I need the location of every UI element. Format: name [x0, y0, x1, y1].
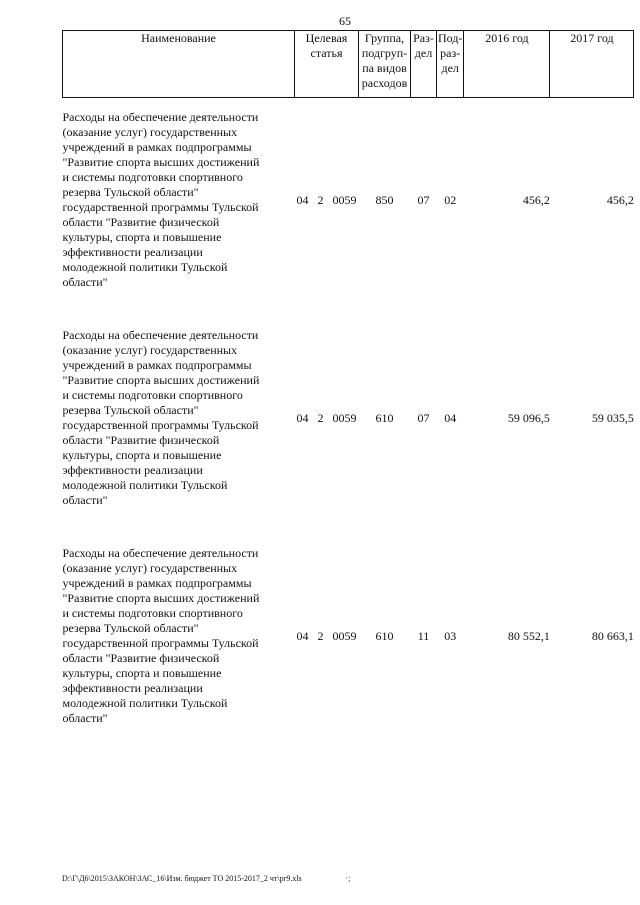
header-subsection-line1: Под-: [438, 31, 463, 45]
row-name-line: резерва Тульской области": [62, 621, 199, 635]
row-name-line: области "Развитие физической: [62, 651, 220, 665]
row-name-line: молодежной политики Тульской: [62, 260, 228, 274]
row-amount-2017: 456,2: [606, 192, 634, 207]
header-name: [63, 31, 295, 98]
table-row: [63, 328, 634, 508]
row-name-line: (оказание услуг) государственных: [62, 125, 238, 139]
header-section-line1: Раз-: [413, 31, 434, 45]
row-subsection: 03: [444, 628, 457, 643]
row-target-article: 04 2 0059: [296, 192, 357, 207]
header-target-line2: статья: [310, 46, 343, 60]
header-group: [359, 31, 411, 98]
header-group-line2: подгруп-: [361, 46, 408, 60]
header-target-article: [295, 31, 359, 98]
row-name-line: (оказание услуг) государственных: [62, 343, 238, 357]
row-section: 11: [417, 628, 430, 643]
row-amount-2016: 59 096,5: [507, 410, 550, 425]
header-section: [411, 31, 437, 98]
row-name-line: и системы подготовки спортивного: [62, 388, 243, 402]
row-name-line: Расходы на обеспечение деятельности: [62, 328, 259, 342]
header-2016-label: 2016 год: [485, 31, 529, 45]
row-section: 07: [417, 192, 430, 207]
row-expense-group: 610: [375, 410, 394, 425]
table-body: [63, 98, 634, 727]
row-name: [63, 110, 295, 290]
footer-scan-mark: ·;: [345, 873, 351, 883]
row-target-article: 04 2 0059: [296, 628, 357, 643]
row-name: [63, 546, 295, 726]
row-name-line: культуры, спорта и повышение: [62, 666, 222, 680]
row-name-line: учреждений в рамках подпрограммы: [62, 140, 252, 154]
row-amount-2016: 80 552,1: [507, 628, 550, 643]
table-row: [63, 110, 634, 290]
row-name-line: культуры, спорта и повышение: [62, 448, 222, 462]
header-section-line2: дел: [414, 46, 433, 60]
row-name-line: культуры, спорта и повышение: [62, 230, 222, 244]
row-name-line: государственной программы Тульской: [62, 636, 259, 650]
row-name-line: молодежной политики Тульской: [62, 696, 228, 710]
header-subsection-line2: раз-: [440, 46, 461, 60]
row-subsection: 02: [444, 192, 457, 207]
row-name-line: и системы подготовки спортивного: [62, 170, 243, 184]
row-name-line: "Развитие спорта высших достижений: [62, 591, 260, 605]
row-name-line: эффективности реализации: [62, 681, 203, 695]
row-name-line: области "Развитие физической: [62, 215, 220, 229]
footer-file-path: D:\Г\Д6\2015\ЗАКОН\ЗАС_16\Изм. бюджет ТО 2015-2017_2 чт\pr9.xls: [62, 874, 302, 883]
row-name-line: Расходы на обеспечение деятельности: [62, 546, 259, 560]
header-subsection: [437, 31, 464, 98]
row-name-line: резерва Тульской области": [62, 403, 199, 417]
row-name-line: области "Развитие физической: [62, 433, 220, 447]
row-amount-2016: 456,2: [522, 192, 550, 207]
row-name-line: эффективности реализации: [62, 463, 203, 477]
row-name-line: государственной программы Тульской: [62, 200, 259, 214]
row-name-line: молодежной политики Тульской: [62, 478, 228, 492]
row-name-line: государственной программы Тульской: [62, 418, 259, 432]
row-name-line: (оказание услуг) государственных: [62, 561, 238, 575]
table-header-row: [63, 31, 634, 98]
row-subsection: 04: [444, 410, 457, 425]
row-amount-2017: 59 035,5: [591, 410, 634, 425]
row-name-line: области": [62, 493, 108, 507]
row-name-line: области": [62, 711, 108, 725]
row-name-line: и системы подготовки спортивного: [62, 606, 243, 620]
row-expense-group: 850: [375, 192, 394, 207]
row-name-line: "Развитие спорта высших достижений: [62, 155, 260, 169]
row-section: 07: [417, 410, 430, 425]
header-name-label: Наименование: [141, 31, 216, 45]
row-name-line: резерва Тульской области": [62, 185, 199, 199]
row-name: [63, 328, 295, 508]
row-name-line: учреждений в рамках подпрограммы: [62, 358, 252, 372]
row-name-line: учреждений в рамках подпрограммы: [62, 576, 252, 590]
header-2016: [464, 31, 550, 98]
header-2017: [550, 31, 634, 98]
row-name-line: эффективности реализации: [62, 245, 203, 259]
row-name-line: "Развитие спорта высших достижений: [62, 373, 260, 387]
row-name-line: области": [62, 275, 108, 289]
page-number: 65: [339, 14, 351, 28]
row-amount-2017: 80 663,1: [591, 628, 634, 643]
row-expense-group: 610: [375, 628, 394, 643]
header-group-line3: па видов: [362, 61, 407, 75]
row-name-line: Расходы на обеспечение деятельности: [62, 110, 259, 124]
row-target-article: 04 2 0059: [296, 410, 357, 425]
header-group-line4: расходов: [361, 76, 408, 90]
header-2017-label: 2017 год: [570, 31, 614, 45]
budget-table: [62, 30, 634, 726]
header-target-line1: Целевая: [305, 31, 348, 45]
header-group-line1: Группа,: [364, 31, 405, 45]
table-row: [63, 546, 634, 726]
header-subsection-line3: дел: [441, 61, 459, 75]
